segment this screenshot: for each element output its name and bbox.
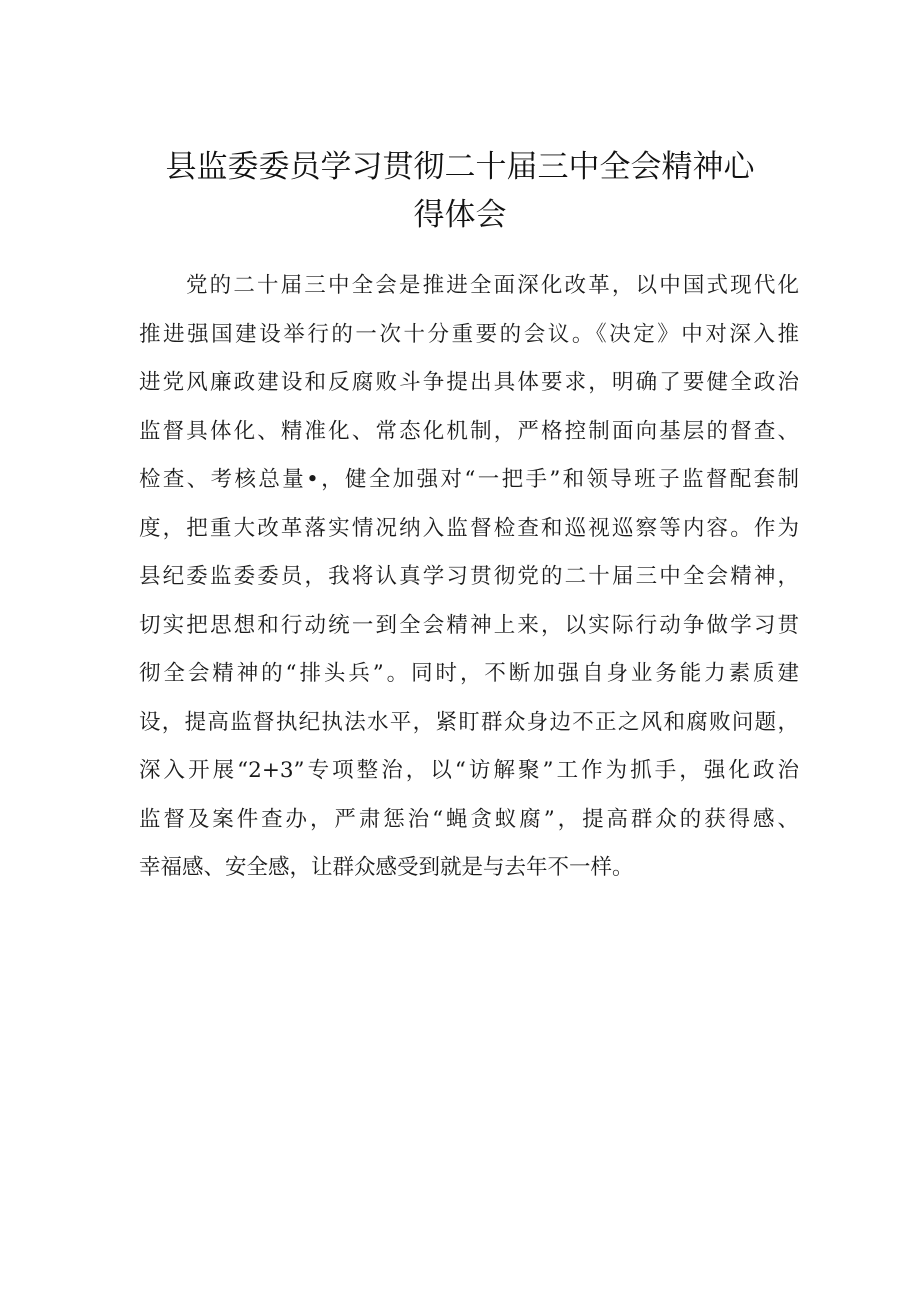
paragraph-line: 监督及案件查办，严肃惩治“蝇贪蚁腐”，提高群众的获得感、	[139, 806, 799, 832]
paragraph-line: 彻全会精神的“排头兵”。同时，不断加强自身业务能力素质建	[139, 661, 799, 686]
document-title-line-1: 县监委委员学习贯彻二十届三中全会精神心	[165, 149, 755, 185]
paragraph-line: 县纪委监委委员，我将认真学习贯彻党的二十届三中全会精神，	[139, 564, 799, 589]
paragraph-line: 进党风廉政建设和反腐败斗争提出具体要求，明确了要健全政治	[139, 370, 799, 395]
body-paragraph	[139, 262, 799, 893]
paragraph-line: 幸福感、安全感，让群众感受到就是与去年不一样。	[139, 855, 634, 880]
paragraph-line: 切实把思想和行动统一到全会精神上来，以实际行动争做学习贯	[139, 612, 799, 638]
paragraph-line: 党的二十届三中全会是推进全面深化改革，以中国式现代化	[186, 273, 799, 298]
document-title-line-2: 得体会	[413, 197, 507, 233]
paragraph-line: 深入开展“2+3”专项整治，以“访解聚”工作为抓手，强化政治	[139, 758, 799, 783]
paragraph-line: 检查、考核总量•，健全加强对“一把手”和领导班子监督配套制	[139, 467, 799, 492]
paragraph-line: 设，提高监督执纪执法水平，紧盯群众身边不正之风和腐败问题，	[139, 709, 799, 735]
paragraph-line: 推进强国建设举行的一次十分重要的会议。《决定》中对深入推	[139, 321, 799, 347]
paragraph-line: 度，把重大改革落实情况纳入监督检查和巡视巡察等内容。作为	[139, 515, 799, 541]
paragraph-line: 监督具体化、精准化、常态化机制，严格控制面向基层的督查、	[139, 418, 799, 444]
